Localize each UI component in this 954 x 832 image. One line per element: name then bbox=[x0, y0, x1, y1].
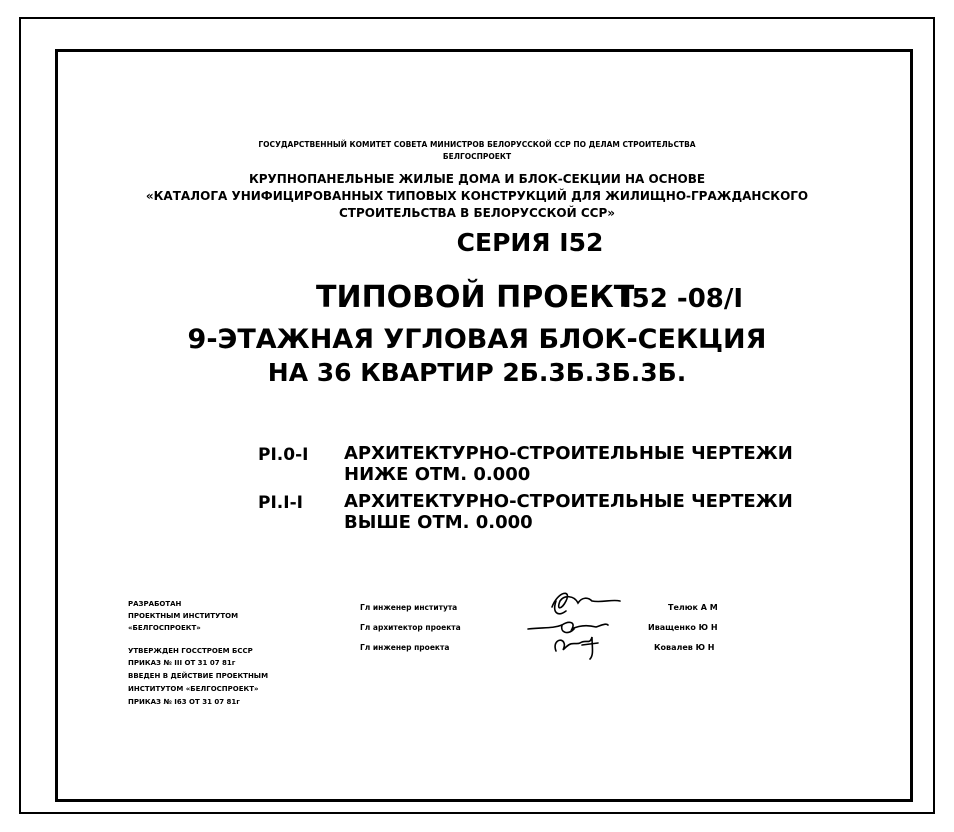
project-label: ТИПОВОЙ ПРОЕКТ bbox=[316, 280, 635, 315]
developed-label: РАЗРАБОТАН bbox=[128, 600, 182, 608]
approved-label: УТВЕРЖДЕН ГОССТРОЕМ БССР bbox=[128, 647, 253, 655]
project-title-line-1: 9-ЭТАЖНАЯ УГЛОВАЯ БЛОК-СЕКЦИЯ bbox=[187, 324, 767, 355]
enacted-line-2: ИНСТИТУТОМ «БЕЛГОСПРОЕКТ» bbox=[128, 685, 259, 693]
role-2: Гл архитектор проекта bbox=[360, 623, 461, 632]
signatures-image bbox=[522, 585, 632, 665]
committee-line: ГОСУДАРСТВЕННЫЙ КОМИТЕТ СОВЕТА МИНИСТРОВ БЕЛОРУССКОЙ ССР ПО ДЕЛАМ СТРОИТЕЛЬСТВА bbox=[258, 140, 696, 149]
basis-line-3: СТРОИТЕЛЬСТВА В БЕЛОРУССКОЙ ССР» bbox=[338, 206, 616, 220]
order-1: ПРИКАЗ № III ОТ 31 07 81г bbox=[128, 659, 236, 667]
part-code-2: PI.I-I bbox=[258, 493, 303, 513]
name-3: Ковалев Ю Н bbox=[654, 643, 715, 652]
name-1: Телюк А М bbox=[668, 603, 718, 612]
part-title-2-line-2: ВЫШЕ ОТМ. 0.000 bbox=[344, 512, 533, 533]
name-2: Иващенко Ю Н bbox=[648, 623, 718, 632]
series-title: СЕРИЯ I52 bbox=[456, 228, 604, 257]
basis-line-1: КРУПНОПАНЕЛЬНЫЕ ЖИЛЫЕ ДОМА И БЛОК-СЕКЦИИ НА ОСНОВЕ bbox=[248, 172, 706, 186]
role-1: Гл инженер института bbox=[360, 603, 458, 612]
part-title-1-line-1: АРХИТЕКТУРНО-СТРОИТЕЛЬНЫЕ ЧЕРТЕЖИ bbox=[344, 443, 793, 464]
part-title-2-line-1: АРХИТЕКТУРНО-СТРОИТЕЛЬНЫЕ ЧЕРТЕЖИ bbox=[344, 491, 793, 512]
part-code-1: PI.0-I bbox=[258, 445, 309, 465]
enacted-line-1: ВВЕДЕН В ДЕЙСТВИЕ ПРОЕКТНЫМ bbox=[128, 672, 269, 680]
part-title-1-line-2: НИЖЕ ОТМ. 0.000 bbox=[344, 464, 531, 485]
developed-by-line-2: «БЕЛГОСПРОЕКТ» bbox=[128, 624, 201, 632]
role-3: Гл инженер проекта bbox=[360, 643, 450, 652]
basis-line-2: «КАТАЛОГА УНИФИЦИРОВАННЫХ ТИПОВЫХ КОНСТРУКЦИЙ ДЛЯ ЖИЛИЩНО-ГРАЖДАНСКОГО bbox=[145, 189, 809, 203]
developed-by-line-1: ПРОЕКТНЫМ ИНСТИТУТОМ bbox=[128, 612, 239, 620]
project-title-line-2: НА 36 КВАРТИР 2Б.3Б.3Б.3Б. bbox=[267, 358, 687, 387]
order-2: ПРИКАЗ № I63 ОТ 31 07 81г bbox=[128, 698, 240, 706]
org-line: БЕЛГОСПРОЕКТ bbox=[442, 152, 512, 161]
project-number: I52 -08/I bbox=[622, 284, 744, 314]
